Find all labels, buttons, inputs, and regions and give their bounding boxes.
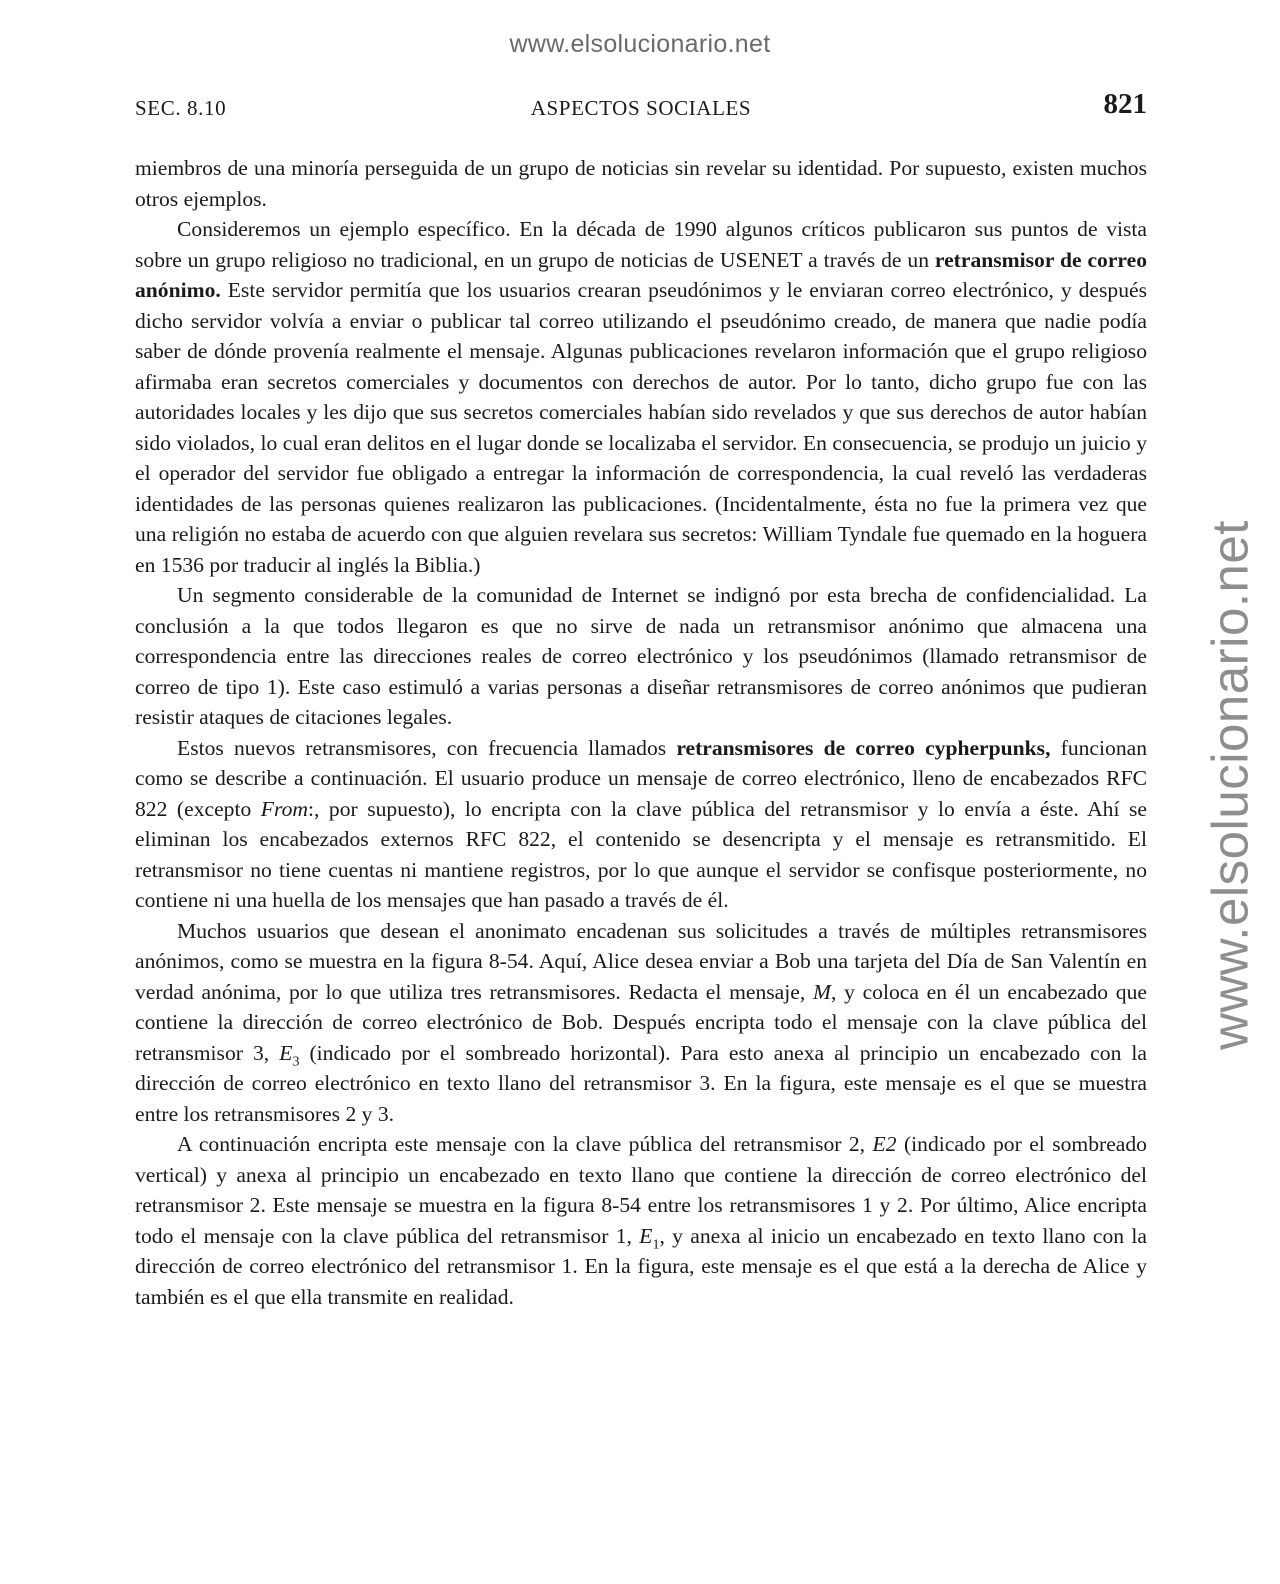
symbol-m: M bbox=[812, 979, 831, 1004]
paragraph-6-text-c: (indicado por el sombreado vertical) y anexa al principio un encabezado en texto llano que contiene la dirección de correo electrónico del retransmisor 2. Este mensaje se muestra en la figura 8-54 entre los retransmisores 1 y 2. Por último, Alice encripta todo el mensaje con la clave pública del retransmisor 1, bbox=[135, 1132, 1147, 1248]
paragraph-4-text-a: Estos nuevos retransmisores, con frecuencia llamados bbox=[177, 735, 677, 760]
symbol-e2: E2 bbox=[872, 1132, 897, 1156]
paragraph-4 bbox=[135, 733, 1147, 916]
paragraph-4-text-e: :, por supuesto), lo encripta con la clave pública del retransmisor y lo envía a éste. Ahí se eliminan los encabezados externos RFC 822, el contenido se desencripta y el mensaje es retransmitido. El retransmisor no tiene cuentas ni mantiene registros, por lo que aunque el servidor se confisque posteriormente, no contiene ni una huella de los mensajes que han pasado a través de él. bbox=[135, 796, 1147, 912]
running-head bbox=[135, 88, 1147, 124]
paragraph-2-text-a: Consideremos un ejemplo específico. En la década de 1990 algunos críticos publicaron sus puntos de vista sobre un grupo religioso no tradicional, en un grupo de noticias de USENET a través de un bbox=[135, 217, 1147, 272]
paragraph-3: Un segmento considerable de la comunidad de Internet se indignó por esta brecha de confidencialidad. La conclusión a la que todos llegaron es que no sirve de nada un retransmisor anónimo que almacena una correspondencia entre las direcciones reales de correo electrónico y los pseudónimos (llamado retransmisor de correo de tipo 1). Este caso estimuló a varias personas a diseñar retransmisores de correo anónimos que pudieran resistir ataques de citaciones legales. bbox=[135, 583, 1147, 729]
paragraph-2 bbox=[135, 214, 1147, 580]
chapter-title: ASPECTOS SOCIALES bbox=[530, 96, 752, 120]
subscript-1: 1 bbox=[652, 1236, 660, 1252]
header-from: From bbox=[260, 796, 308, 821]
watermark-side: www.elsolucionario.net bbox=[1201, 520, 1259, 1050]
section-number: SEC. 8.10 bbox=[135, 96, 227, 120]
body-text bbox=[135, 153, 1147, 1312]
paragraph-5-text-c: , y coloca en él un encabezado que contiene la dirección de correo electrónico de Bob. Después encripta todo el mensaje con la clave pública del retransmisor 3, bbox=[135, 979, 1147, 1065]
paragraph-5-text-a: Muchos usuarios que desean el anonimato encadenan sus solicitudes a través de múltiples retransmisores anónimos, como se muestra en la figura 8-54. Aquí, Alice desea enviar a Bob una tarjeta del Día de San Valentín en verdad anónima, por lo que utiliza tres retransmisores. Redacta el mensaje, bbox=[135, 918, 1147, 1004]
paragraph-6 bbox=[135, 1129, 1147, 1312]
watermark-top: www.elsolucionario.net bbox=[509, 30, 771, 58]
paragraph-2-text-c: Este servidor permitía que los usuarios crearan pseudónimos y le enviaran correo electrónico, y después dicho servidor volvía a enviar o publicar tal correo utilizando el pseudónimo creado, de manera que nadie podía saber de dónde provenía realmente el mensaje. Algunas publicaciones revelaron información que el grupo religioso afirmaba eran secretos comerciales y documentos con derechos de autor. Por lo tanto, dicho grupo fue con las autoridades locales y les dijo que sus secretos comerciales habían sido revelados y que sus derechos de autor habían sido violados, lo cual eran delitos en el lugar donde se localizaba el servidor. En consecuencia, se produjo un juicio y el operador del servidor fue obligado a entregar la información de correspondencia, la cual reveló las verdaderas identidades de las personas quienes realizaron las publicaciones. (Incidentalmente, ésta no fue la primera vez que una religión no estaba de acuerdo con que alguien revelara sus secretos: William Tyndale fue quemado en la hoguera en 1536 por traducir al inglés la Biblia.) bbox=[135, 278, 1147, 577]
symbol-e1: E bbox=[639, 1223, 653, 1248]
paragraph-6-text-a: A continuación encripta este mensaje con la clave pública del retransmisor 2, bbox=[177, 1132, 873, 1156]
paragraph-5 bbox=[135, 916, 1147, 1130]
symbol-e3: E bbox=[279, 1040, 293, 1065]
paragraph-1: miembros de una minoría perseguida de un grupo de noticias sin revelar su identidad. Por supuesto, existen muchos otros ejemplos. bbox=[135, 156, 1147, 211]
term-anonymous-remailer: retransmisor de correo anónimo. bbox=[135, 247, 1148, 302]
paragraph-4-text-c: funcionan como se describe a continuación. El usuario produce un mensaje de correo electrónico, lleno de encabezados RFC 822 (excepto bbox=[135, 735, 1147, 821]
paragraph-5-text-f: (indicado por el sombreado horizontal). Para esto anexa al principio un encabezado con la dirección de correo electrónico en texto llano del retransmisor 3. En la figura, este mensaje es el que se muestra entre los retransmisores 2 y 3. bbox=[135, 1040, 1147, 1126]
page-number: 821 bbox=[1103, 88, 1147, 120]
subscript-3: 3 bbox=[292, 1053, 300, 1069]
paragraph-6-text-f: , y anexa al inicio un encabezado en texto llano con la dirección de correo electrónico del retransmisor 1. En la figura, este mensaje es el que está a la derecha de Alice y también es el que ella transmite en realidad. bbox=[135, 1223, 1147, 1309]
term-cypherpunk-remailers: retransmisores de correo cypherpunks, bbox=[676, 735, 1051, 760]
